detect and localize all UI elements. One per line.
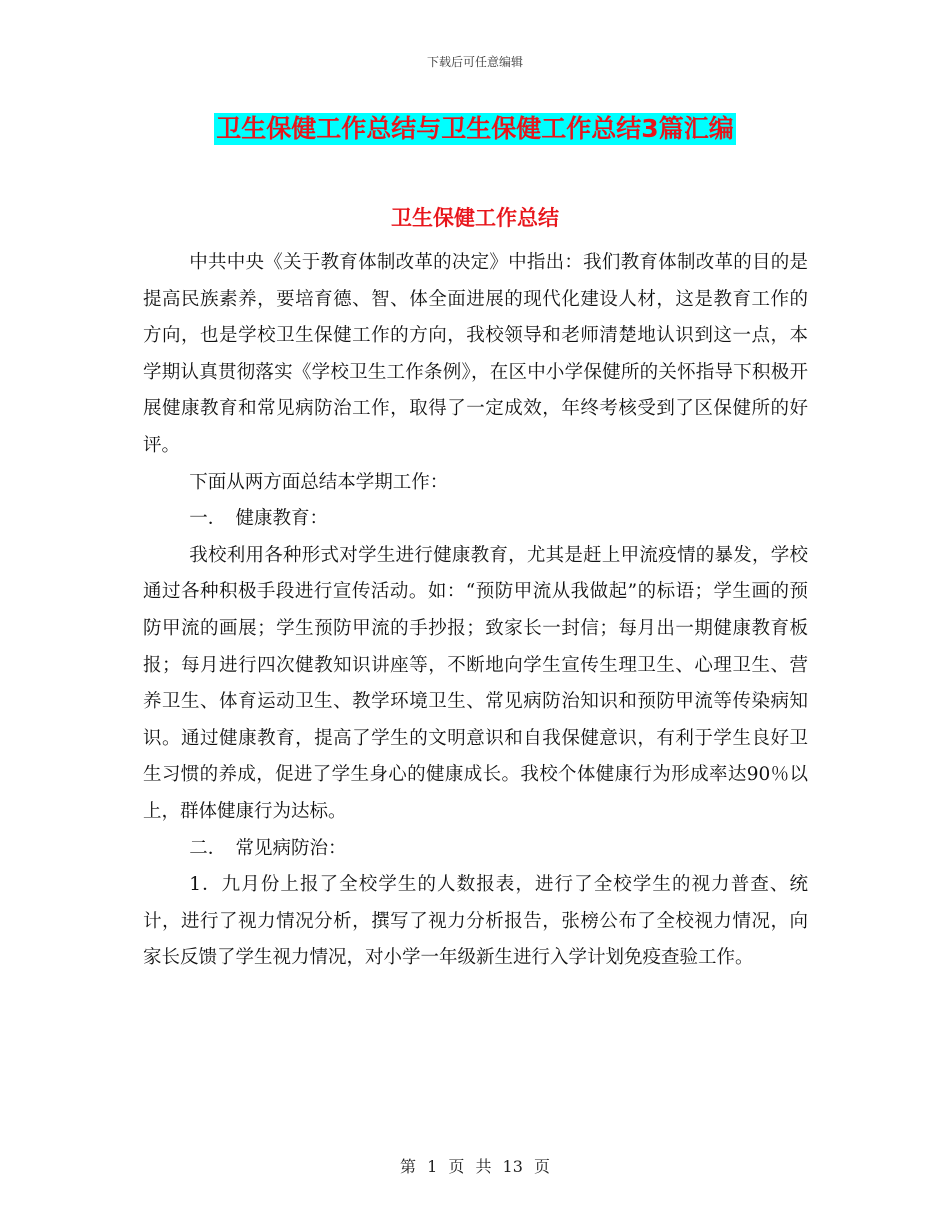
paragraph-overview: 下面从两方面总结本学期工作： [189, 471, 449, 493]
paragraph-health-education: 我校利用各种形式对学生进行健康教育，尤其是赶上甲流疫情的暴发，学校通过各种积极手段进行宣传活动。如：“预防甲流从我做起”的标语；学生画的预防甲流的画展；学生预防甲流的手抄报；致家长一封信；每月出一期健康教育板报；每月进行四次健教知识讲座等，不断地向学生宣传生理卫生、心理卫生、营养卫生、体育运动卫生、教学环境卫生、常见病防治知识和预防甲流等传染病知识。通过健康教育，提高了学生的文明意识和自我保健意识，有利于学生良好卫生习惯的养成，促进了学生身心的健康成长。我校个体健康行为形成率达90％以上，群体健康行为达标。 [143, 544, 808, 822]
paragraph-intro: 中共中央《关于教育体制改革的决定》中指出：我们教育体制改革的目的是提高民族素养，要培育德、智、体全面进展的现代化建设人材，这是教育工作的方向，也是学校卫生保健工作的方向，我校领导和老师清楚地认识到这一点，本学期认真贯彻落实《学校卫生工作条例》，在区中小学保健所的关怀指导下积极开展健康教育和常见病防治工作，取得了一定成效，年终考核受到了区保健所的好评。 [143, 252, 808, 456]
document-body [143, 245, 808, 977]
paragraph-disease-prevention-1: 1．九月份上报了全校学生的人数报表，进行了全校学生的视力普查、统计，进行了视力情况分析，撰写了视力分析报告，张榜公布了全校视力情况，向家长反馈了学生视力情况，对小学一年级新生进行入学计划免疫查验工作。 [143, 874, 808, 969]
heading-disease-prevention: 二． 常见病防治： [189, 837, 347, 859]
heading-health-education: 一． 健康教育： [189, 508, 329, 530]
page-footer: 第 1 页 共 13 页 [400, 1157, 550, 1176]
document-title-container [0, 113, 950, 145]
page-header-note: 下载后可任意编辑 [426, 55, 523, 69]
section-title: 卫生保健工作总结 [391, 206, 559, 230]
document-title: 卫生保健工作总结与卫生保健工作总结3篇汇编 [216, 114, 734, 143]
